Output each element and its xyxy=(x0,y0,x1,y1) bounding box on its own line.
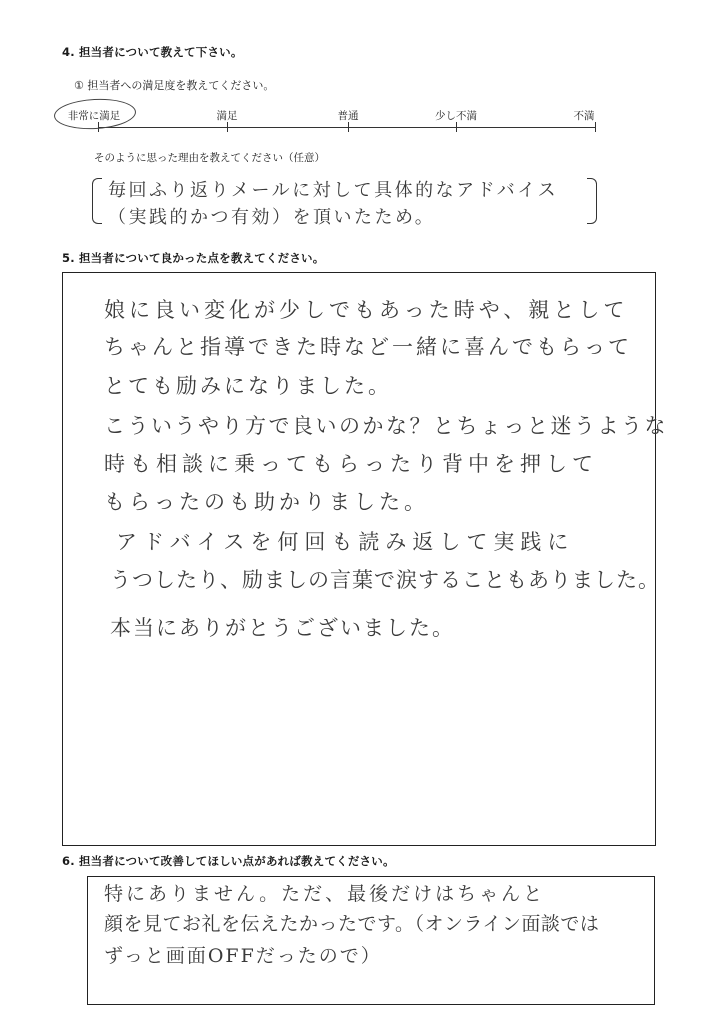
answer-line: もらったのも助かりました。 xyxy=(104,490,429,514)
right-bracket xyxy=(587,178,597,224)
scale-tick xyxy=(227,122,228,132)
section6-title: 6. 担当者について改善してほしい点があれば教えてください。 xyxy=(62,854,395,868)
scale-line xyxy=(98,127,596,128)
left-bracket xyxy=(92,178,102,224)
reason-line: （実践的かつ有効）を頂いたため。 xyxy=(108,207,436,228)
scale-tick xyxy=(595,122,596,132)
answer-line: 本当にありがとうございました。 xyxy=(110,616,455,640)
scale-tick xyxy=(348,122,349,132)
scale-tick xyxy=(456,122,457,132)
scale-option-slightly-dissatisfied[interactable]: 少し不満 xyxy=(435,110,477,122)
answer-line: うつしたり、励ましの言葉で涙することもありました。 xyxy=(110,568,660,592)
answer-line: 時も相談に乗ってもらったり背中を押して xyxy=(104,452,598,476)
answer-line: アドバイスを何回も読み返して実践に xyxy=(116,530,575,554)
answer-line: こういうやり方で良いのかな？とちょっと迷うような xyxy=(104,414,668,438)
answer-line: 娘に良い変化が少しでもあった時や、親として xyxy=(104,298,629,322)
reason-label: そのように思った理由を教えてください（任意） xyxy=(94,152,325,164)
improvement-line: 顔を見てお礼を伝えたかったです。（オンライン面談では xyxy=(104,913,600,935)
selection-circle xyxy=(53,97,136,131)
section4-title: 4. 担当者について教えて下さい。 xyxy=(62,45,243,59)
improvement-line: 特にありません。ただ、最後だけはちゃんと xyxy=(104,883,546,905)
section4-subquestion: ① 担当者への満足度を教えてください。 xyxy=(74,79,275,92)
section5-title: 5. 担当者について良かった点を教えてください。 xyxy=(62,251,325,265)
improvement-line: ずっと画面OFFだったので） xyxy=(104,945,382,967)
reason-line: 毎回ふり返りメールに対して具体的なアドバイス xyxy=(108,180,559,201)
scale-option-neutral[interactable]: 普通 xyxy=(337,110,359,122)
answer-line: ちゃんと指導できた時など一緒に喜んでもらって xyxy=(104,335,632,359)
scale-option-satisfied[interactable]: 満足 xyxy=(216,110,238,122)
scale-option-dissatisfied[interactable]: 不満 xyxy=(573,110,595,122)
answer-line: とても励みになりました。 xyxy=(104,374,392,398)
scale-option-very-satisfied[interactable]: 非常に満足 xyxy=(67,110,121,122)
